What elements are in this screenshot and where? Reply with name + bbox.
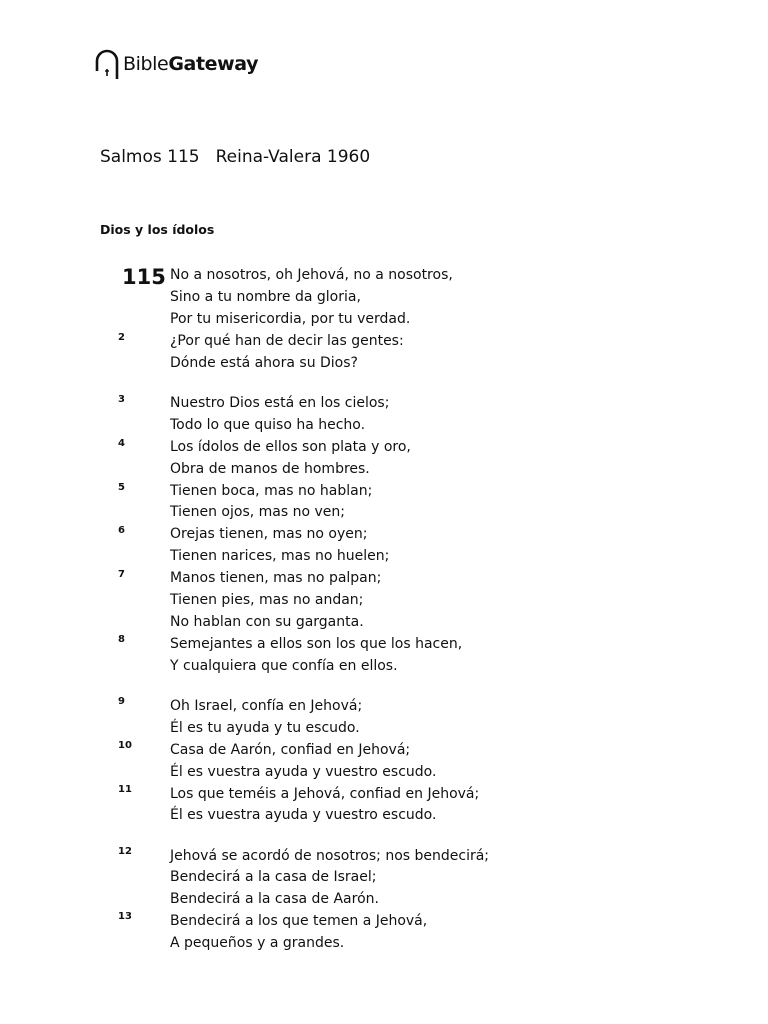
verse-line: No hablan con su garganta.: [170, 614, 364, 630]
verse-number: 7: [118, 569, 125, 580]
verse-line: Bendecirá a la casa de Israel;: [170, 869, 377, 885]
verse-number: 6: [118, 525, 125, 536]
verse-line: Tienen boca, mas no hablan;: [170, 483, 373, 499]
version-title: Reina-Valera 1960: [215, 147, 371, 167]
verse-line: Por tu misericordia, por tu verdad.: [170, 311, 411, 327]
logo-text-gateway: Gateway: [168, 53, 259, 75]
verse-line: Tienen ojos, mas no ven;: [170, 504, 345, 520]
verse-number: 11: [118, 784, 132, 795]
verse-number: 4: [118, 438, 125, 449]
chapter-number: 115: [122, 265, 166, 289]
verse-number: 9: [118, 696, 125, 707]
verse-line: A pequeños y a grandes.: [170, 935, 345, 951]
page-title: [100, 145, 386, 169]
section-heading: Dios y los ídolos: [100, 222, 215, 237]
verse-line: Sino a tu nombre da gloria,: [170, 289, 361, 305]
verse-line: Nuestro Dios está en los cielos;: [170, 395, 390, 411]
verse-line: Obra de manos de hombres.: [170, 461, 370, 477]
verse-number: 12: [118, 846, 132, 857]
verse-line: Casa de Aarón, confiad en Jehová;: [170, 742, 411, 758]
verse-number: 3: [118, 394, 125, 405]
verse-line: Dónde está ahora su Dios?: [170, 355, 358, 371]
verse-line: Tienen narices, mas no huelen;: [170, 548, 390, 564]
verse-line: Y cualquiera que confía en ellos.: [170, 658, 398, 674]
verse-line: Semejantes a ellos son los que los hacen,: [170, 636, 463, 652]
book-chapter-title: Salmos 115: [100, 147, 200, 167]
verse-line: Él es vuestra ayuda y vuestro escudo.: [170, 764, 437, 780]
verse-line: Él es vuestra ayuda y vuestro escudo.: [170, 807, 437, 823]
verse-line: Bendecirá a la casa de Aarón.: [170, 891, 379, 907]
verse-line: Todo lo que quiso ha hecho.: [170, 417, 366, 433]
verse-line: ¿Por qué han de decir las gentes:: [170, 333, 404, 349]
verse-line: No a nosotros, oh Jehová, no a nosotros,: [170, 267, 453, 283]
biblegateway-logo: [95, 48, 258, 80]
verse-number: 13: [118, 911, 132, 922]
verse-line: Jehová se acordó de nosotros; nos bendecirá;: [170, 848, 490, 864]
verse-line: Oh Israel, confía en Jehová;: [170, 698, 363, 714]
verse-number: 5: [118, 482, 125, 493]
verse-line: Los ídolos de ellos son plata y oro,: [170, 439, 411, 455]
verse-line: Bendecirá a los que temen a Jehová,: [170, 913, 428, 929]
logo-wordmark: [123, 48, 258, 80]
verse-number: 10: [118, 740, 132, 751]
verse-line: Tienen pies, mas no andan;: [170, 592, 364, 608]
verse-number: 8: [118, 634, 125, 645]
verse-line: Los que teméis a Jehová, confiad en Jehová;: [170, 786, 480, 802]
verse-line: Manos tienen, mas no palpan;: [170, 570, 382, 586]
verse-line: Él es tu ayuda y tu escudo.: [170, 720, 360, 736]
verse-line: Orejas tienen, mas no oyen;: [170, 526, 368, 542]
biblegateway-logo-icon: [95, 49, 119, 79]
logo-text-bible: Bible: [123, 53, 169, 75]
verse-number: 2: [118, 332, 125, 343]
